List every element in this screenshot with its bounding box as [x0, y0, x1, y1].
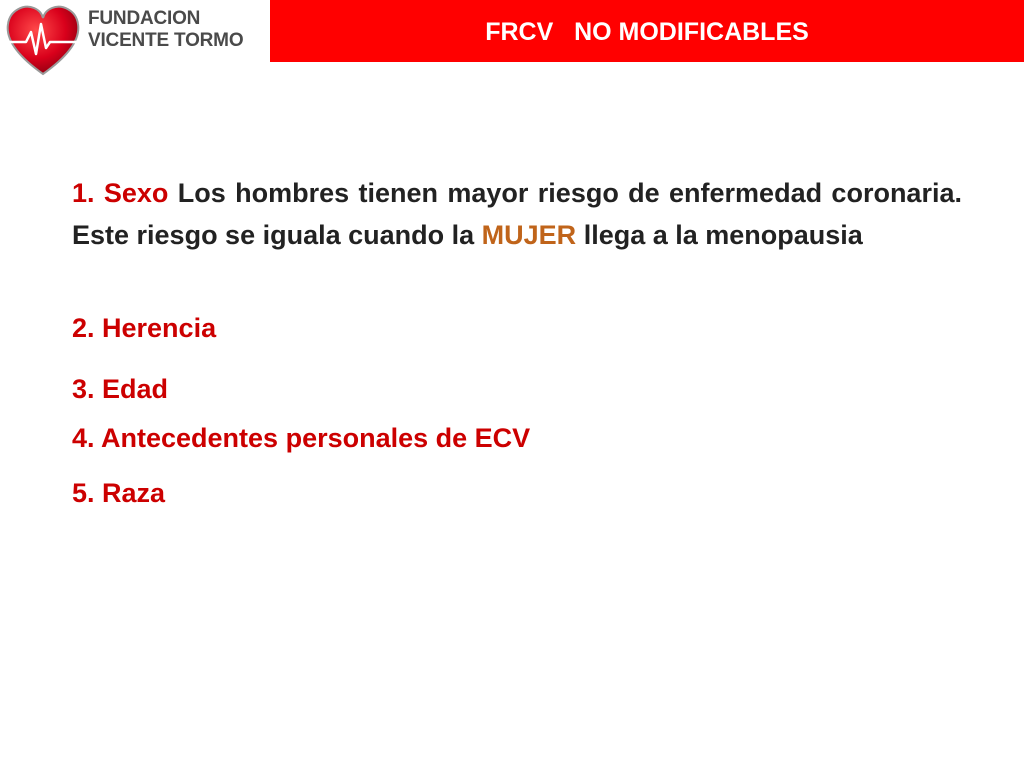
- item-1-block: [72, 172, 962, 256]
- logo: [0, 0, 270, 80]
- item-1-highlight: MUJER: [481, 220, 577, 250]
- header-bar: [270, 0, 1024, 62]
- item-1-text-a: Los hombres tienen mayor riesgo de enfermedad coronaria. Este riesgo se iguala cuando la: [72, 178, 962, 250]
- list-item-edad: 3. Edad: [72, 374, 169, 404]
- logo-line-1: FUNDACION: [88, 8, 201, 29]
- heart-pulse-icon: [4, 4, 82, 78]
- list-item-herencia: 2. Herencia: [72, 313, 217, 343]
- item-1-paragraph: [72, 172, 962, 256]
- logo-text: [88, 8, 243, 52]
- item-1-number: 1.: [72, 178, 95, 208]
- list-item-antecedentes: 4. Antecedentes personales de ECV: [72, 423, 531, 453]
- item-1-keyword: Sexo: [103, 178, 169, 208]
- item-1-text-b: llega a la menopausia: [583, 220, 863, 250]
- list-item-raza: 5. Raza: [72, 478, 166, 508]
- page-title: FRCV NO MODIFICABLES: [485, 18, 809, 46]
- logo-line-2: VICENTE TORMO: [88, 30, 244, 51]
